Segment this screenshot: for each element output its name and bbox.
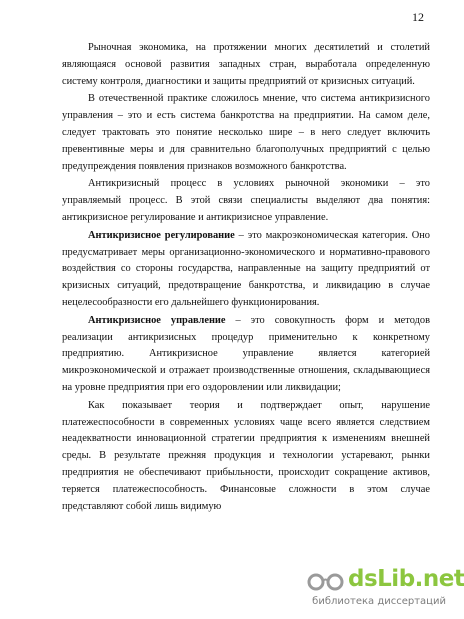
term-anticrisis-regulation: Антикризисное регулирование	[88, 229, 235, 241]
paragraph-6: Как показывает теория и подтверждает опыт, нарушение платежеспособности в современных условиях чаще всего является следствием неадекватности инновационной стратегии предприятия к изменениям внешней среды. В результате прежняя продукция и технологии устаревают, рынки предприятия не обеспечивают прибыльности, происходит сокращение активов, теряется платежеспособность. Финансовые сложности в этом случае представляют собой лишь видимую	[62, 399, 430, 512]
watermark[interactable]	[296, 566, 464, 616]
page-number: 12	[412, 10, 424, 24]
watermark-logo: dsLib.net	[348, 566, 464, 592]
paragraph-3: Антикризисный процесс в условиях рыночной экономики – это управляемый процесс. В этой связи специалисты выделяют два понятия: антикризисное регулирование и антикризисное управление.	[62, 178, 430, 223]
paragraph-1: Рыночная экономика, на протяжении многих десятилетий и столетий являющаяся основой развития западных стран, выработала определенную систему контроля, диагностики и защиты предприятий от кризисных ситуаций.	[62, 42, 430, 87]
paragraph-4	[62, 228, 430, 312]
paragraph-5	[62, 313, 430, 397]
document-body	[62, 40, 430, 516]
term-anticrisis-management: Антикризисное управление	[88, 314, 226, 326]
paragraph-5-text: – это совокупность форм и методов реализации антикризисных процедур применительно к конкретному предприятию. Антикризисное управление является категорией микроэкономической и отражает производственные отношения, складывающиеся на уровне предприятия при его оздоровлении или ликвидации;	[62, 314, 430, 393]
paragraph-2: В отечественной практике сложилось мнение, что система антикризисного управления – это и есть система банкротства на предприятии. На самом деле, следует трактовать это понятие несколько шире – в него следует включить превентивные меры и для сравнительно благополучных предприятий с целью предупреждения появления признаков возможного банкротства.	[62, 93, 430, 172]
watermark-tagline: библиотека диссертаций	[312, 596, 446, 607]
paragraph-4-text: – это макроэкономическая категория. Оно предусматривает меры организационно-экономического и нормативно-правового воздействия со стороны государства, направленные на защиту предприятий от кризисных ситуаций, предотвращение банкротства, и ликвидацию в случае нецелесообразности его дальнейшего функционирования.	[62, 229, 430, 308]
glasses-icon	[306, 572, 346, 592]
